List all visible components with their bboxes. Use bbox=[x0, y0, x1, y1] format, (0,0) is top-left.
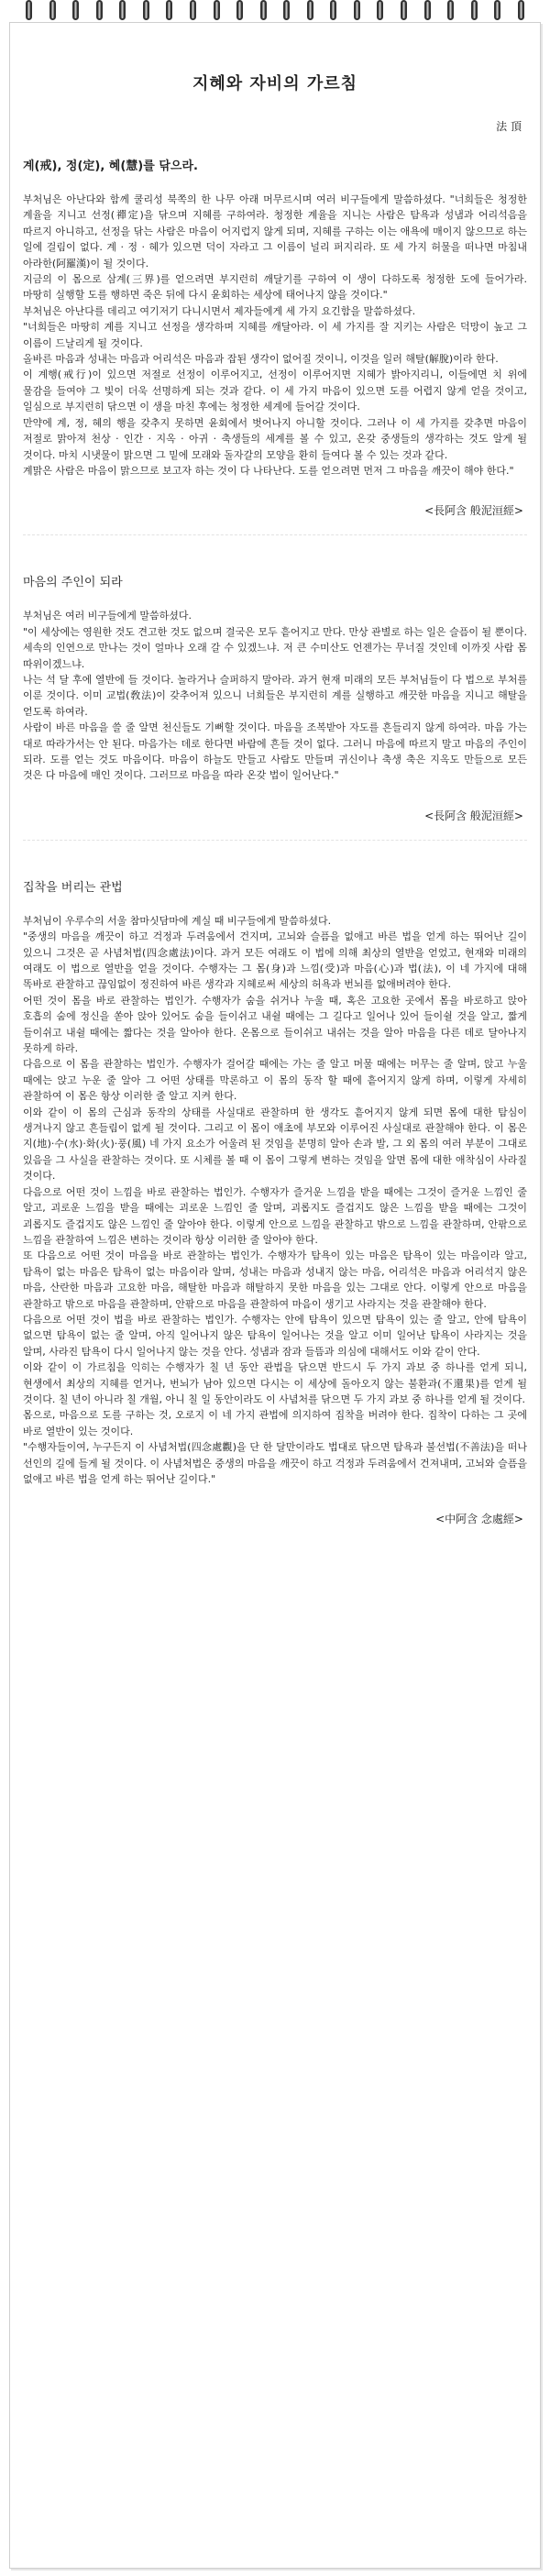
paragraph: 나는 석 달 후에 열반에 들 것이다. 놀라거나 슬퍼하지 말아라. 과거 현재 미래의 모든 부처님들이 다 법으로 부처를 이룬 것이다. 이미 교법(敎法)이 갖추어져 있으니 너희들은 부지런히 계를 실행하고 깨끗한 마음을 지니고 해탈을 얻도록 하여라. bbox=[23, 673, 527, 718]
binding-ring bbox=[354, 0, 360, 20]
paragraph: 다음으로 이 몸을 관찰하는 법인가. 수행자가 걸어갈 때에는 가는 줄 알고 머물 때에는 머무는 줄 알며, 앉고 누울 때에는 앉고 누운 줄 알아 그 어떤 상태를 막론하고 이 몸의 동작 할 때에 흩어지지 않게 하며, 이렇게 자세히 관찰하여 이 몸은 항상 이러한 줄 알고 지켜 한다. bbox=[23, 1058, 527, 1103]
source-citation: <長阿含 般泥洹經> bbox=[424, 504, 523, 518]
section-divider bbox=[23, 534, 527, 535]
binding-ring bbox=[401, 0, 407, 20]
section-body bbox=[23, 192, 527, 479]
section-heading: 집착을 버리는 관법 bbox=[23, 880, 123, 895]
document-body bbox=[23, 50, 527, 2559]
binding-ring bbox=[26, 0, 32, 20]
section-divider bbox=[23, 840, 527, 841]
notebook-sheet bbox=[9, 22, 541, 2569]
binding-ring bbox=[283, 0, 290, 20]
paragraph: "이 세상에는 영원한 것도 견고한 것도 없으며 결국은 모두 흩어지고 만다. 만상 관별로 하는 일은 슬픔이 될 뿐이다. 세속의 인연으로 만나는 것이 얼마나 오래 갈 수 있겠느냐. 저 큰 수미산도 언젠가는 무너질 것인데 이까짓 사람 몸 따위이겠느냐. bbox=[23, 625, 527, 670]
paragraph: "수행자들이여, 누구든지 이 사념처법(四念處觀)을 단 한 달만이라도 법대로 닦으면 탐욕과 불선법(不善法)을 떠나 선인의 길에 들게 될 것이다. 이 사념처법은 중생의 마음을 깨끗이 하고 걱정과 두려움에서 건져내며, 고뇌와 슬픔을 없애고 바른 법을 얻게 하는 뛰어난 길이다." bbox=[23, 1441, 527, 1485]
paragraph: 부처님은 여러 비구들에게 말씀하셨다. bbox=[23, 610, 192, 622]
paragraph: 이와 같이 이 몸의 근심과 동작의 상태를 사실대로 관찰하며 한 생각도 흩어지지 않게 되면 몸에 대한 탐심이 생겨나지 않고 흔들림이 없게 될 것이다. 그리고 이 몸이 애초에 부모와 이루어진 사실대로 관찰해야 한다. 이 몸은 지(地)·수(水)·화(火)·풍(風) 네 가지 요소가 어울려 된 것임을 분명히 알아 손과 발, 그 외 몸의 여러 부분이 그대로 있음을 그 사실을 관찰하는 것이다. 또 시체를 볼 때 이 몸이 그렇게 변하는 것임을 알면 몸에 대한 애착심이 사라질 것이다. bbox=[23, 1106, 527, 1183]
binding-ring bbox=[307, 0, 314, 20]
binding-ring bbox=[471, 0, 478, 20]
paragraph: 지금의 이 몸으로 삼계(三界)를 얻으려면 부지런히 깨달기를 구하여 이 생이 다하도록 청정한 도에 들어가라. 마땅히 실행할 도를 행하면 죽은 뒤에 다시 윤회하는 세상에 태어나지 않을 것이다." bbox=[23, 273, 527, 302]
paragraph: 다음으로 어떤 것이 법을 바로 관찰하는 법인가. 수행자는 안에 탐욕이 있으면 탐욕이 있는 줄 알고, 안에 탐욕이 없으면 탐욕이 없는 줄 알며, 아직 일어나지 않은 탐욕이 일어나는 것을 알고 이미 일어난 탐욕이 사라지는 것을 알며, 사라진 탐욕이 다시 일어나지 않는 것을 안다. 성냄과 잠과 들뜸과 의심에 대해서도 이와 같이 안다. bbox=[23, 1313, 527, 1358]
section-heading: 마음의 주인이 되라 bbox=[23, 576, 123, 590]
source-citation: <長阿含 般泥洹經> bbox=[424, 809, 523, 822]
paragraph: 몸으로, 마음으로 도를 구하는 것, 오로지 이 네 가지 관법에 의지하여 집착을 버려야 한다. 집착이 다하는 그 곳에 바로 열반이 있는 것이다. bbox=[23, 1409, 527, 1437]
binding-ring bbox=[518, 0, 524, 20]
paragraph: 또 다음으로 어떤 것이 마음을 바로 관찰하는 법인가. 수행자가 탐욕이 있는 마음은 탐욕이 있는 마음이라 알고, 탐욕이 없는 마음은 탐욕이 없는 마음이라 알며, 성내는 마음과 성내지 않는 마음, 어리석은 마음과 어리석지 않은 마음, 산란한 마음과 고요한 마음, 해탈한 마음과 해탈하지 못한 마음을 있는 그대로 안다. 이렇게 안으로 마음을 관찰하고 밖으로 마음을 관찰하며, 안팎으로 마음을 관찰하여 마음이 생기고 사라지는 것을 관찰해야 한다. bbox=[23, 1249, 527, 1310]
section-master-of-mind bbox=[23, 572, 527, 822]
binding-ring bbox=[447, 0, 454, 20]
paragraph: "너희들은 마땅히 계를 지니고 선정을 생각하며 지혜를 깨달아라. 이 세 가지를 잘 지키는 사람은 덕망이 높고 그 이름이 드날리게 될 것이다. bbox=[23, 321, 527, 349]
paragraph: "중생의 마음을 깨끗이 하고 걱정과 두려움에서 건지며, 고뇌와 슬픔을 없애고 바른 법을 얻게 하는 뛰어난 길이 있으니 그것은 곧 사념처법(四念處法)이다. 과거 모든 여래도 이 법에 의해 최상의 열반을 얻었고, 현재와 미래의 여래도 이 법으로 열반을 얻을 것이다. 수행자는 그 몸(身)과 느낌(受)과 마음(心)과 법(法), 이 네 가지에 대해 똑바로 관찰하고 끊임없이 정진하여 바른 생각과 지혜로써 세상의 허욕과 번뇌를 없애버려야 한다. bbox=[23, 930, 527, 991]
binding-ring bbox=[424, 0, 431, 20]
paragraph: 부처님은 아난다를 데리고 여기저기 다니시면서 제자들에게 세 가지 요긴함을 말씀하셨다. bbox=[23, 304, 416, 317]
binding-ring bbox=[143, 0, 149, 20]
binding-ring bbox=[72, 0, 79, 20]
binding-ring bbox=[236, 0, 243, 20]
binding-ring bbox=[330, 0, 336, 20]
binding-ring bbox=[190, 0, 196, 20]
paragraph: 부처님이 우루수의 서울 참마싯담마에 계실 때 비구들에게 말씀하셨다. bbox=[23, 914, 332, 927]
paragraph: 이와 같이 이 가르침을 익히는 수행자가 칠 년 동안 관법을 닦으면 반드시 두 가지 과보 중 하나를 얻게 되니, 현생에서 최상의 지혜를 얻거나, 번뇌가 남아 있으면 다시는 이 세상에 돌아오지 않는 불환과(不還果)를 얻게 될 것이다. 칠 년이 아니라 칠 개월, 아니 칠 일 동안이라도 이 사념처를 닦으면 두 가지 과보 중 하나를 얻게 될 것이다. bbox=[23, 1361, 527, 1405]
binding-ring bbox=[377, 0, 383, 20]
binding-ring bbox=[50, 0, 56, 20]
paragraph: 다음으로 어떤 것이 느낌을 바로 관찰하는 법인가. 수행자가 즐거운 느낌을 받을 때에는 그것이 즐거운 느낌인 줄 알고, 괴로운 느낌을 받을 때에는 괴로운 느낌인 줄 알며, 괴롭지도 즐겁지도 않은 느낌을 받을 때에는 그것이 괴롭지도 즐겁지도 않은 느낌인 줄 알아야 한다. 이렇게 안으로 느낌을 관찰하고 밖으로 느낌을 관찰하며, 안팎으로 느낌을 관찰하여 느낌은 변하는 것이라 항상 이러한 줄 알아야 한다. bbox=[23, 1185, 527, 1246]
section-body bbox=[23, 913, 527, 1488]
binding-ring bbox=[96, 0, 103, 20]
paragraph: 사람이 바른 마음을 쓸 줄 알면 천신들도 기뻐할 것이다. 마음을 조복받아 자도를 흔들리지 않게 하여라. 마음 가는 대로 따라가서는 안 된다. 마음가는 데로 한다면 바람에 흔들 것이 없다. 그러니 마음에 따르지 말고 마음의 주인이 되라. 도를 얻는 것도 마음이다. 마음이 하늘도 만들고 사람도 만들며 귀신이나 축생 축은 지옥도 만들으로 모든 것은 다 마음에 매인 것이다. 그러므로 마음을 따라 온갖 법이 일어난다." bbox=[23, 721, 527, 782]
section-letting-go bbox=[23, 877, 527, 1527]
paragraph: 계맑은 사람은 마음이 맑으므로 보고자 하는 것이 다 나타난다. 도를 얻으려면 먼저 그 마음을 깨끗이 해야 한다." bbox=[23, 464, 514, 477]
paragraph: 올바른 마음과 성내는 마음과 어리석은 마음과 잡된 생각이 없어질 것이니, 이것을 일러 해탈(解脫)이라 한다. bbox=[23, 353, 499, 366]
section-precepts bbox=[23, 156, 527, 518]
source-citation: <中阿含 念處經> bbox=[435, 1513, 523, 1526]
section-body bbox=[23, 608, 527, 783]
binding-ring bbox=[119, 0, 126, 20]
document-title: 지혜와 자비의 가르침 bbox=[192, 74, 358, 94]
paragraph: 이 계행(戒行)이 있으면 저절로 선정이 이루어지고, 선정이 이루어지면 지혜가 밝아지리니, 이들에면 치 위에 물감을 들여야 그 빛이 더욱 선명하게 되는 것과 같다. 이 세 가지 마음이 있으면 도를 어렵지 않게 얻을 것이고, 일심으로 부지런히 닦으면 이 생을 마친 후에는 청정한 세계에 들어갈 것이다. bbox=[23, 369, 527, 413]
binding-ring bbox=[494, 0, 500, 20]
binding-ring bbox=[260, 0, 267, 20]
binding-ring bbox=[166, 0, 172, 20]
binding-ring bbox=[214, 0, 220, 20]
paragraph: 만약에 계, 정, 혜의 행을 갖추지 못하면 윤회에서 벗어나지 아니할 것이다. 그러나 이 세 가지를 갖추면 마음이 저절로 맑아져 천상 · 인간 · 지옥 · 아귀 · 축생들의 세계를 볼 수 있고, 온갖 중생들의 생각하는 것도 알게 될 것이다. 마치 시냇물이 맑으면 그 밑에 모래와 돌자갈의 모양을 환히 들여다 볼 수 있는 것과 같다. bbox=[23, 416, 527, 461]
paragraph: 어떤 것이 몸을 바로 관찰하는 법인가. 수행자가 숨을 쉬거나 누울 때, 혹은 고요한 곳에서 몸을 바로하고 앉아 호흡의 숨에 정신을 쏟아 앉아 있어도 숨을 들이쉬고 내쉴 때에는 그 길다고 일어나 있어 들이쉴 것을 알고, 짧게 들이쉬고 내쉴 때에는 짧다는 것을 알아야 한다. 온몸으로 들이쉬고 내쉬는 것을 알아 마음을 다른 데로 달아나지 못하게 하라. bbox=[23, 994, 527, 1055]
paragraph: 부처님은 아난다와 함께 쿨리성 북쪽의 한 나무 아래 머무르시며 여러 비구들에게 말씀하셨다. "너희들은 청정한 계율을 지니고 선정(禪定)을 닦으며 지혜를 구하여라. 청정한 계율을 지니는 사람은 탐욕과 성냄과 어리석음을 따르지 아니하고, 선정을 닦는 사람은 마음이 어지럽지 않게 되며, 지혜를 구하는 이는 애욕에 매이지 않으므로 하는 일에 걸림이 없다. 계 · 정 · 혜가 있으면 덕이 자라고 그 이름이 널리 퍼지리라. 또 세 가지 허물을 떠나면 마침내 아라한(阿羅漢)이 될 것이다. bbox=[23, 193, 527, 270]
section-heading: 계(戒), 정(定), 혜(慧)를 닦으라. bbox=[23, 160, 198, 173]
author-name: 法 頂 bbox=[496, 120, 522, 133]
